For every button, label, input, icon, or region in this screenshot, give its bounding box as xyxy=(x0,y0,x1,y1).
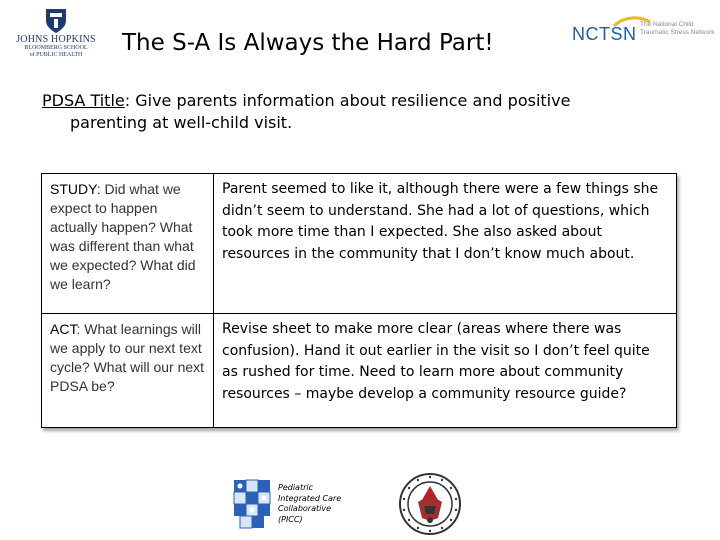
nctsn-acronym: NCTSN xyxy=(572,24,637,44)
act-label: ACT xyxy=(50,321,77,337)
jhu-shield-icon xyxy=(45,8,67,34)
jhu-logo xyxy=(6,8,106,70)
table-row-study xyxy=(42,174,677,314)
picc-line4: (PICC) xyxy=(278,514,303,524)
study-label: STUDY xyxy=(50,181,97,197)
table-row-act xyxy=(42,314,677,428)
seal-logo xyxy=(398,472,462,536)
great-seal-icon xyxy=(398,472,462,536)
jhu-subtitle-line1: BLOOMBERG SCHOOL xyxy=(24,45,88,51)
nctsn-text xyxy=(640,21,720,36)
act-question: : What learnings will we apply to our next text cycle? What will our next PDSA be? xyxy=(50,321,205,394)
page-title: The S-A Is Always the Hard Part! xyxy=(122,30,494,56)
act-answer-cell: Revise sheet to make more clear (areas where there was confusion). Hand it out earlier in the visit so I don’t feel quite as rushed for time. Need to learn more about community resources – maybe develop a community resource guide? xyxy=(214,314,677,428)
act-question-cell xyxy=(42,314,214,428)
picc-line3: Collaborative xyxy=(278,504,332,513)
pdsa-title-text xyxy=(42,90,662,134)
nctsn-text-line2: Traumatic Stress Network xyxy=(640,28,715,36)
pdsa-title-line1: : Give parents information about resilience and positive xyxy=(124,91,571,110)
study-question: : Did what we expect to happen actually happen? What was different than what we expected? What did we learn? xyxy=(50,181,196,292)
puzzle-people-icon xyxy=(228,474,278,534)
nctsn-text-line1: The National Child xyxy=(640,21,694,28)
study-question-cell xyxy=(42,174,214,314)
picc-text xyxy=(278,483,358,525)
picc-line1: Pediatric xyxy=(278,483,313,492)
pdsa-title-label: PDSA Title xyxy=(42,91,125,110)
study-answer-cell: Parent seemed to like it, although there were a few things she didn’t seem to understand. She had a lot of questions, which took more time than I expected. She also asked about resources in the community that I don’t know much about. xyxy=(214,174,677,314)
study-act-table xyxy=(41,173,677,428)
jhu-subtitle-line2: of PUBLIC HEALTH xyxy=(29,52,83,58)
nctsn-logo xyxy=(568,14,716,54)
pdsa-title-line2: parenting at well-child visit. xyxy=(70,113,293,132)
picc-line2: Integrated Care xyxy=(278,493,342,503)
jhu-name: JOHNS HOPKINS xyxy=(16,34,96,45)
picc-logo xyxy=(228,474,278,534)
